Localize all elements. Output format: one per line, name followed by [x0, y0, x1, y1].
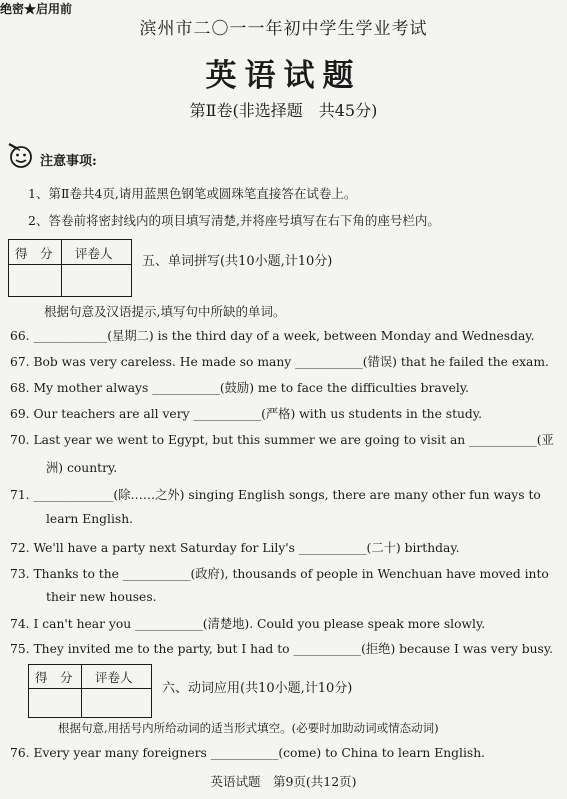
score-label: 得 分: [15, 246, 53, 261]
page-footer: 英语试题 第9页(共12页): [210, 774, 357, 789]
question-68: 68. My mother always ___________(鼓励) me to face the difficulties bravely.: [10, 381, 470, 395]
grader-label: 评卷人: [95, 670, 133, 685]
secret-label: 绝密★启用前: [0, 2, 73, 16]
section6-instruction: 根据句意,用括号内所给动词的适当形式填空。(必要时加助动词或情态动词): [58, 721, 439, 735]
question-66: 66. ____________(星期二) is the third day of a week, between Monday and Wednesday.: [10, 329, 535, 343]
score-label: 得 分: [35, 670, 73, 685]
paper-title: 第Ⅱ卷(非选择题 共45分): [189, 101, 378, 120]
grader-label: 评卷人: [75, 246, 113, 261]
smiley-pen-icon: [6, 140, 36, 170]
question-73-continued: their new houses.: [46, 590, 157, 604]
question-76: 76. Every year many foreigners ___________(come) to China to learn English.: [10, 746, 486, 760]
section6-title: 六、动词应用(共10小题,计10分): [162, 681, 353, 696]
notice-title: 注意事项:: [40, 154, 97, 169]
score-box: [8, 239, 132, 297]
section5-instruction: 根据句意及汉语提示,填写句中所缺的单词。: [44, 304, 286, 319]
subject-title: 英语试题: [205, 58, 362, 94]
section5-title: 五、单词拼写(共10小题,计10分): [142, 254, 333, 269]
question-69: 69. Our teachers are all very ___________(严格) with us students in the study.: [10, 407, 483, 421]
question-67: 67. Bob was very careless. He made so many ___________(错误) that he failed the exam.: [10, 355, 549, 369]
question-71: 71. _____________(除……之外) singing English songs, there are many other fun ways to: [10, 488, 541, 502]
question-70: 70. Last year we went to Egypt, but this summer we are going to visit an ___________(亚: [10, 433, 554, 447]
exam-title: 滨州市二〇一一年初中学生学业考试: [139, 19, 428, 39]
notice-item: 2、答卷前将密封线内的项目填写清楚,并将座号填写在右下角的座号栏内。: [28, 213, 440, 228]
question-74: 74. I can't hear you ___________(清楚地). Could you please speak more slowly.: [10, 617, 486, 631]
question-73: 73. Thanks to the ___________(政府), thousands of people in Wenchuan have moved into: [10, 567, 549, 581]
question-71-continued: learn English.: [46, 512, 134, 526]
question-75: 75. They invited me to the party, but I had to ___________(拒绝) because I was very busy.: [10, 642, 554, 656]
score-box: [28, 664, 152, 718]
question-72: 72. We'll have a party next Saturday for Lily's ___________(二十) birthday.: [10, 541, 460, 555]
notice-item: 1、第Ⅱ卷共4页,请用蓝黑色钢笔或圆珠笔直接答在试卷上。: [28, 186, 357, 201]
question-70-continued: 洲) country.: [46, 461, 118, 475]
